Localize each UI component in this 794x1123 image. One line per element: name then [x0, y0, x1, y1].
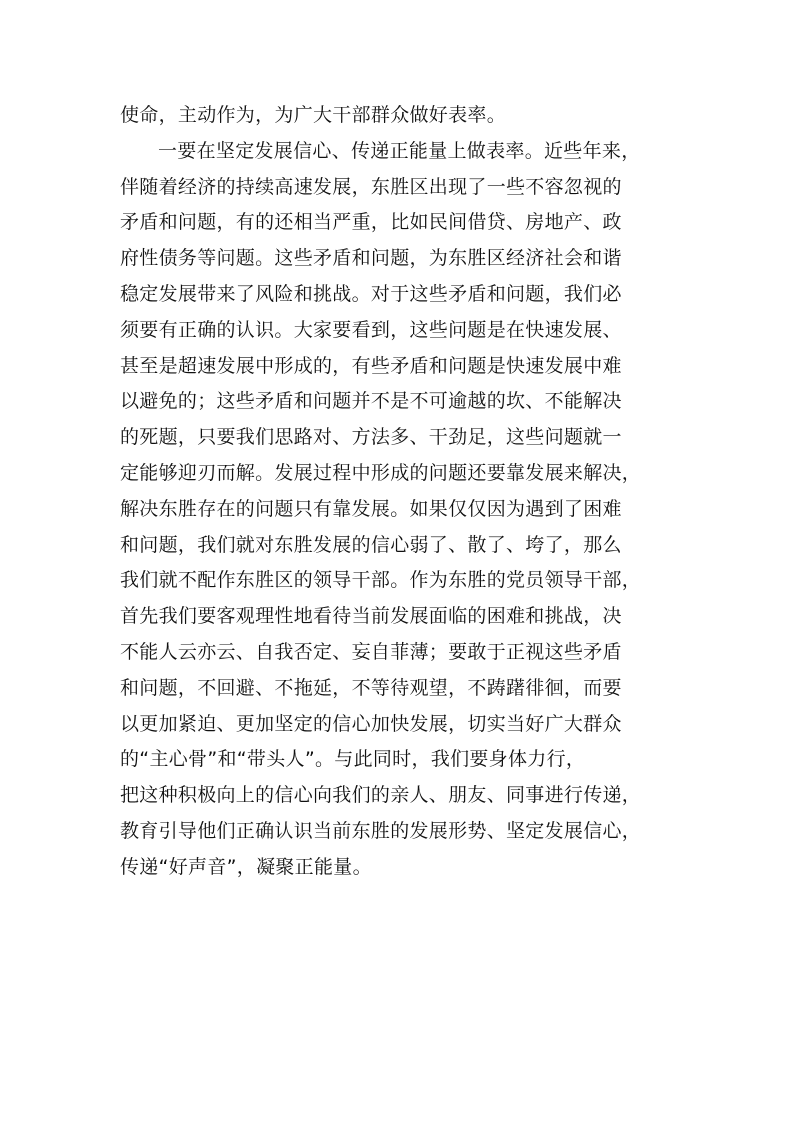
text-line: 伴随着经济的持续高速发展，东胜区出现了一些不容忽视的 [120, 175, 622, 198]
text-line: 解决东胜存在的问题只有靠发展。如果仅仅因为遇到了困难 [120, 497, 622, 520]
text-line: 的“主心骨”和“带头人”。与此同时，我们要身体力行， [120, 748, 586, 771]
text-line: 稳定发展带来了风险和挑战。对于这些矛盾和问题，我们必 [120, 282, 622, 305]
text-line: 以避免的；这些矛盾和问题并不是不可逾越的坎、不能解决 [120, 390, 622, 413]
text-line: 我们就不配作东胜区的领导干部。作为东胜的党员领导干部， [120, 569, 642, 592]
text-line: 首先我们要客观理性地看待当前发展面临的困难和挑战，决 [120, 605, 622, 628]
text-line: 和问题，我们就对东胜发展的信心弱了、散了、垮了，那么 [120, 533, 622, 556]
paragraph-first-line: 一要在坚定发展信心、传递正能量上做表率。近些年来， [158, 139, 641, 162]
text-line: 府性债务等问题。这些矛盾和问题，为东胜区经济社会和谐 [120, 247, 622, 270]
text-line: 以更加紧迫、更加坚定的信心加快发展，切实当好广大群众 [120, 712, 622, 735]
text-line: 和问题，不回避、不拖延，不等待观望，不踌躇徘徊，而要 [120, 676, 622, 699]
text-line: 定能够迎刃而解。发展过程中形成的问题还要靠发展来解决， [120, 461, 642, 484]
text-line: 传递“好声音”，凝聚正能量。 [120, 855, 372, 878]
text-line: 甚至是超速发展中形成的，有些矛盾和问题是快速发展中难 [120, 354, 622, 377]
text-line: 须要有正确的认识。大家要看到，这些问题是在快速发展、 [120, 318, 622, 341]
text-line: 矛盾和问题，有的还相当严重，比如民间借贷、房地产、政 [120, 211, 622, 234]
text-line: 使命，主动作为，为广大干部群众做好表率。 [120, 104, 507, 126]
body-text [120, 98, 690, 886]
text-line: 把这种积极向上的信心向我们的亲人、朋友、同事进行传递， [120, 784, 642, 807]
text-line: 的死题，只要我们思路对、方法多、干劲足，这些问题就一 [120, 426, 622, 449]
text-line: 不能人云亦云、自我否定、妄自菲薄；要敢于正视这些矛盾 [120, 640, 622, 663]
text-line: 教育引导他们正确认识当前东胜的发展形势、坚定发展信心， [120, 819, 642, 842]
